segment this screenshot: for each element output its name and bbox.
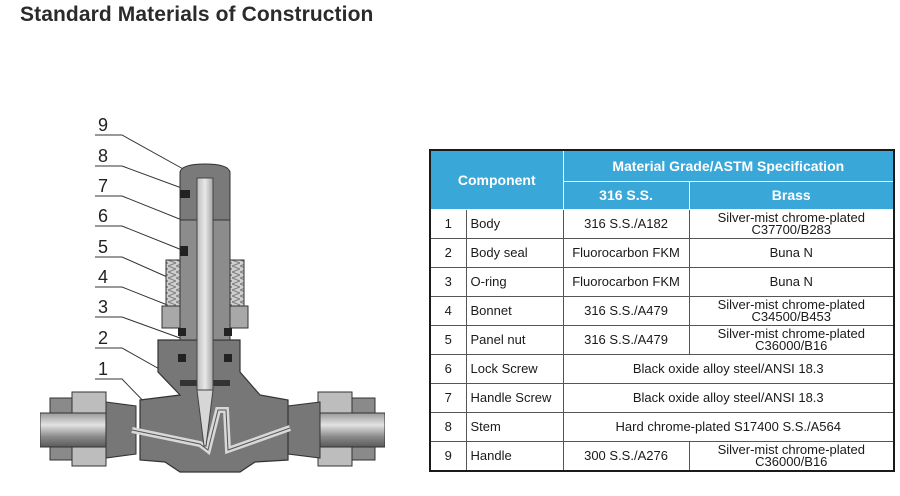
material-grade-header: Material Grade/ASTM Specification [563,150,894,181]
ss-material: 316 S.S./A479 [563,296,689,325]
lock-screw [180,246,188,256]
row-number: 9 [430,441,466,471]
table-row [430,383,894,412]
row-number: 1 [430,209,466,238]
component-header: Component [430,150,563,209]
ss-material: 316 S.S./A182 [563,209,689,238]
brass-material: Silver-mist chrome-plated C36000/B16 [689,441,894,471]
row-number: 8 [430,412,466,441]
component-name: O-ring [466,267,563,296]
row-number: 7 [430,383,466,412]
component-name: Handle [466,441,563,471]
component-name: Stem [466,412,563,441]
valve-cross-section-diagram [40,110,385,490]
ss-column-header: 316 S.S. [563,181,689,209]
component-name: Body seal [466,238,563,267]
brass-column-header: Brass [689,181,894,209]
callout-label: 3 [98,297,109,317]
shared-material: Black oxide alloy steel/ANSI 18.3 [563,383,894,412]
shared-material: Hard chrome-plated S17400 S.S./A564 [563,412,894,441]
right-tube-fitting [288,392,385,466]
table-row [430,238,894,267]
ss-material: 316 S.S./A479 [563,325,689,354]
brass-material: Buna N [689,267,894,296]
component-name: Body [466,209,563,238]
callout-label: 7 [98,176,109,196]
page-title: Standard Materials of Construction [20,3,374,26]
brass-material: Silver-mist chrome-plated C37700/B283 [689,209,894,238]
callout-label: 5 [98,237,109,257]
stem [197,178,213,390]
table-row [430,354,894,383]
row-number: 3 [430,267,466,296]
row-number: 6 [430,354,466,383]
brass-material: Buna N [689,238,894,267]
ss-material: 300 S.S./A276 [563,441,689,471]
left-tube-fitting [40,392,136,466]
component-name: Panel nut [466,325,563,354]
table-row [430,325,894,354]
component-name: Lock Screw [466,354,563,383]
callout-label: 2 [98,328,109,348]
component-name: Bonnet [466,296,563,325]
table-row [430,441,894,471]
table-row [430,412,894,441]
materials-table [429,149,895,472]
callout-label: 1 [98,359,109,379]
row-number: 5 [430,325,466,354]
table-row [430,209,894,238]
callout-label: 9 [98,115,109,135]
ss-material: Fluorocarbon FKM [563,267,689,296]
valve-body [140,340,288,472]
shared-material: Black oxide alloy steel/ANSI 18.3 [563,354,894,383]
row-number: 4 [430,296,466,325]
row-number: 2 [430,238,466,267]
table-row [430,296,894,325]
brass-material: Silver-mist chrome-plated C36000/B16 [689,325,894,354]
component-name: Handle Screw [466,383,563,412]
brass-material: Silver-mist chrome-plated C34500/B453 [689,296,894,325]
ss-material: Fluorocarbon FKM [563,238,689,267]
callout-label: 6 [98,206,109,226]
handle-screw [180,190,190,198]
callout-labels [98,115,108,379]
callout-label: 8 [98,146,109,166]
table-row [430,267,894,296]
callout-label: 4 [98,267,109,287]
